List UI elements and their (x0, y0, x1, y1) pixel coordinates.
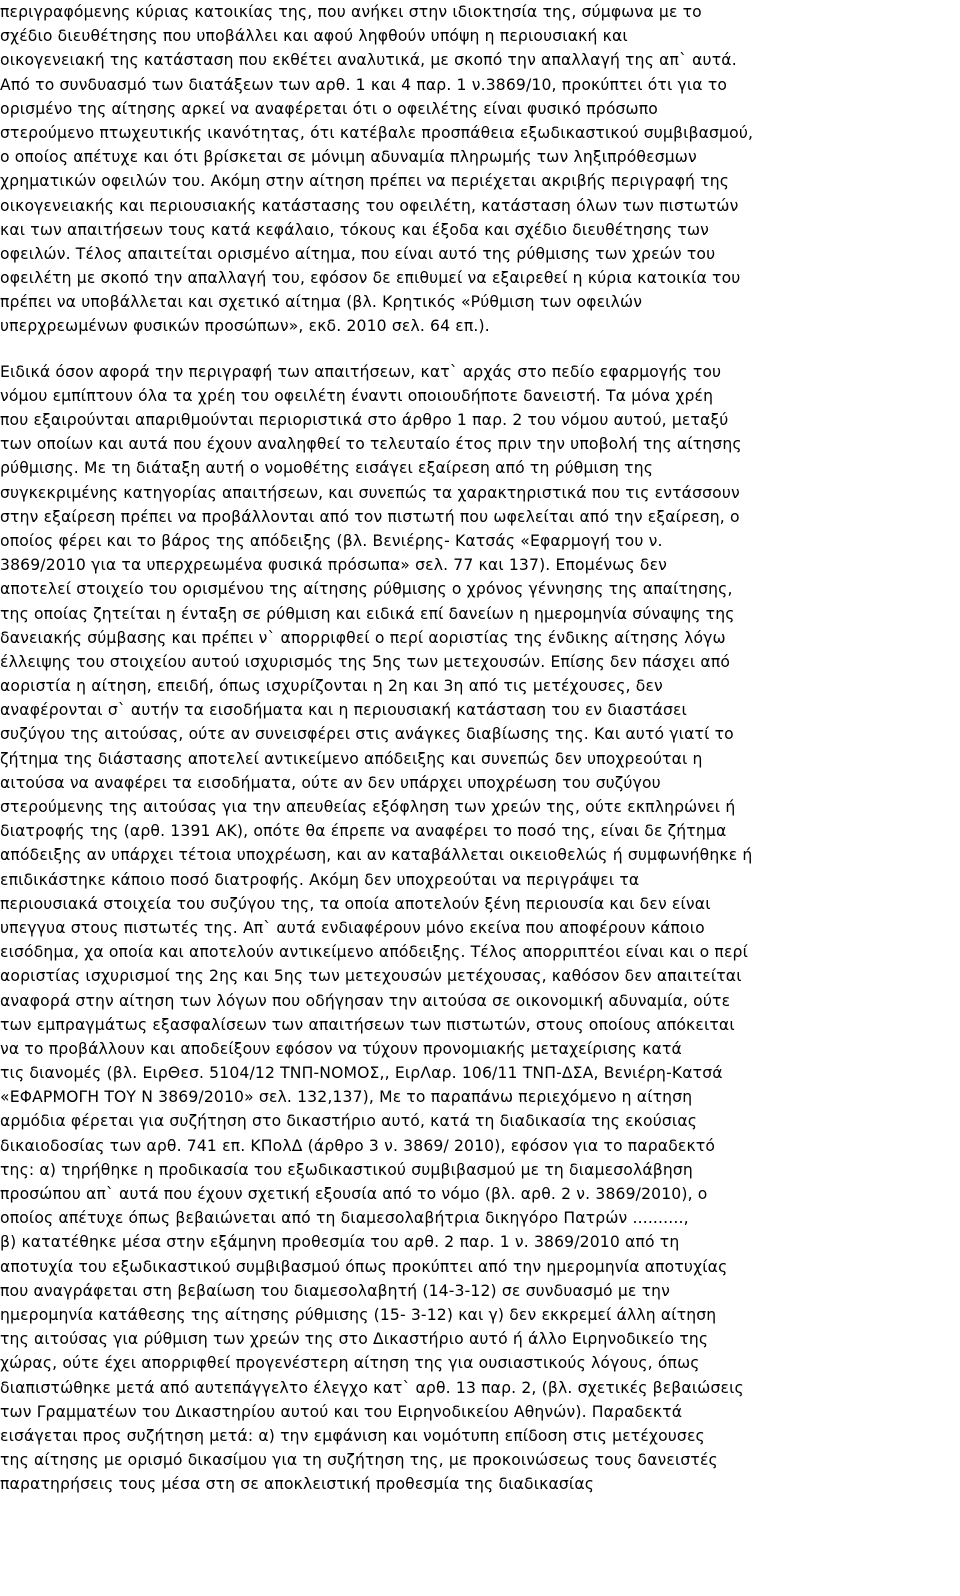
text-line: αποτελεί στοιχείο του ορισμένου της αίτησης ρύθμισης ο χρόνος γέννησης της απαίτησης, (0, 580, 733, 599)
text-line: 3869/2010 για τα υπερχρεωμένα φυσικά πρόσωπα» σελ. 77 και 137). Επομένως δεν (0, 556, 668, 575)
text-line: αιτούσα να αναφέρει τα εισοδήματα, ούτε αν δεν υπάρχει υποχρέωση του συζύγου (0, 773, 661, 792)
text-line: αναφέρονται σ` αυτήν τα εισοδήματα και η περιουσιακή κατάσταση του εν διαστάσει (0, 701, 687, 720)
text-line: διαπιστώθηκε μετά από αυτεπάγγελτο έλεγχο κατ` αρθ. 13 παρ. 2, (βλ. σχετικές βεβαιώσεις (0, 1378, 744, 1397)
text-line: αοριστίας ισχυρισμοί της 2ης και 5ης των μετεχουσών μετέχουσας, καθόσον δεν απαιτείται (0, 967, 742, 986)
text-line: β) κατατέθηκε μέσα στην εξάμηνη προθεσμία του αρθ. 2 παρ. 1 ν. 3869/2010 από τη (0, 1233, 680, 1252)
text-line: οικογενειακή της κατάσταση που εκθέτει αναλυτικά, με σκοπό την απαλλαγή της απ` αυτά. (0, 51, 737, 70)
text-line: να το προβάλλουν και αποδείξουν εφόσον να τύχουν προνομιακής μεταχείρισης κατά (0, 1039, 682, 1058)
text-line: ρύθμισης. Με τη διάταξη αυτή ο νομοθέτης εισάγει εξαίρεση από τη ρύθμιση της (0, 459, 654, 478)
text-line: «ΕΦΑΡΜΟΓΗ ΤΟΥ Ν 3869/2010» σελ. 132,137), Με το παραπάνω περιεχόμενο η αίτηση (0, 1088, 693, 1107)
text-line: οποίος απέτυχε όπως βεβαιώνεται από τη διαμεσολαβήτρια δικηγόρο Πατρών .........., (0, 1209, 689, 1228)
text-line: πρέπει να υποβάλλεται και σχετικό αίτημα (βλ. Κρητικός «Ρύθμιση των οφειλών (0, 293, 643, 312)
paragraph-gap (0, 339, 950, 360)
text-line: νόμου εμπίπτουν όλα τα χρέη του οφειλέτη έναντι οποιουδήποτε δανειστή. Τα μόνα χρέη (0, 386, 714, 405)
text-line: που εξαιρούνται απαριθμούνται περιοριστικά στο άρθρο 1 παρ. 2 του νόμου αυτού, μεταξύ (0, 411, 729, 429)
text-line: διατροφής της (αρθ. 1391 ΑΚ), οπότε θα έπρεπε να αναφέρει το ποσό της, είναι δε ζήτημα (0, 822, 727, 841)
text-line: χρηματικών οφειλών του. Ακόμη στην αίτηση πρέπει να περιέχεται ακριβής περιγραφή της (0, 172, 730, 191)
text-line: δικαιοδοσίας των αρθ. 741 επ. ΚΠολΔ (άρθρο 3 ν. 3869/ 2010), εφόσον για το παραδεκτό (0, 1136, 716, 1155)
text-line: στην εξαίρεση πρέπει να προβάλλονται από τον πιστωτή που ωφελείται από την εξαίρεση, ο (0, 507, 740, 526)
text-line: ορισμένο της αίτησης αρκεί να αναφέρεται ότι ο οφειλέτης είναι φυσικό πρόσωπο (0, 99, 658, 118)
text-line: απόδειξης αν υπάρχει τέτοια υποχρέωση, και αν καταβάλλεται οικειοθελώς ή συμφωνήθηκε ή (0, 846, 753, 865)
text-line: της: α) τηρήθηκε η προδικασία του εξωδικαστικού συμβιβασμού με τη διαμεσολάβηση (0, 1160, 693, 1179)
text-line: επιδικάστηκε κάποιο ποσό διατροφής. Ακόμη δεν υποχρεούται να περιγράψει τα (0, 870, 640, 889)
text-line: τις διανομές (βλ. ΕιρΘεσ. 5104/12 ΤΝΠ-ΝΟΜΟΣ,, ΕιρΛαρ. 106/11 ΤΝΠ-ΔΣΑ, Βενιέρη-Κατσά (0, 1064, 723, 1083)
text-line: Από το συνδυασμό των διατάξεων των αρθ. 1 και 4 παρ. 1 ν.3869/10, προκύπτει ότι για το (0, 75, 728, 94)
text-line: εισόδημα, χα οποία και αποτελούν αντικείμενο απόδειξης. Τέλος απορριπτέοι είναι και ο περί (0, 943, 748, 962)
text-line: παρατηρήσεις τους μέσα στη σε αποκλειστική προθεσμία της διαδικασίας (0, 1475, 595, 1494)
text-line: οικογενειακής και περιουσιακής κατάστασης του οφειλέτη, κατάσταση όλων των πιστωτών (0, 196, 739, 215)
text-line: ζήτημα της διάστασης αποτελεί αντικείμενο απόδειξης και συνεπώς δεν υποχρεούται η (0, 749, 703, 768)
text-line: περιουσιακά στοιχεία του συζύγου της, τα οποία αποτελούν ξένη περιουσία και δεν είναι (0, 894, 711, 913)
text-line: σχέδιο διευθέτησης που υποβάλλει και αφού ληφθούν υπόψη η περιουσιακή και (0, 27, 628, 46)
text-line: χώρας, ούτε έχει απορριφθεί προγενέστερη αίτηση της για ουσιαστικούς λόγους, όπως (0, 1354, 700, 1373)
text-line: προσώπου απ` αυτά που έχουν σχετική εξουσία από το νόμο (βλ. αρθ. 2 ν. 3869/2010), ο (0, 1185, 708, 1203)
text-line: συζύγου της αιτούσας, ούτε αν συνεισφέρει στις ανάγκες διαβίωσης της. Και αυτό γιατί το (0, 725, 734, 744)
text-line: της οποίας ζητείται η ένταξη σε ρύθμιση και ειδικά επί δανείων η ημερομηνία σύναψης της (0, 604, 735, 623)
text-line: αρμόδια φέρεται για συζήτηση στο δικαστήριο αυτό, κατά τη διαδικασία της εκούσιας (0, 1112, 698, 1131)
text-line: στερούμενης της αιτούσας για την απευθείας εξόφληση των χρεών της, ούτε εκπληρώνει ή (0, 798, 736, 816)
text-line: περιγραφόμενης κύριας κατοικίας της, που ανήκει στην ιδιοκτησία της, σύμφωνα με το (0, 3, 702, 21)
text-line: αοριστία η αίτηση, επειδή, όπως ισχυρίζονται η 2η και 3η από τις μετέχουσες, δεν (0, 677, 663, 696)
text-line: των Γραμματέων του Δικαστηρίου αυτού και του Ειρηνοδικείου Αθηνών). Παραδεκτά (0, 1402, 683, 1421)
text-line: της αίτησης με ορισμό δικασίμου για τη συζήτηση της, με προκοινώσεως τους δανειστές (0, 1451, 718, 1470)
text-line: και των απαιτήσεων τους κατά κεφάλαιο, τόκους και έξοδα και σχέδιο διευθέτησης των (0, 220, 710, 239)
text-line: στερούμενο πτωχευτικής ικανότητας, ότι κατέβαλε προσπάθεια εξωδικαστικού συμβιβασμού, (0, 123, 754, 142)
text-line: ημερομηνία κατάθεσης της αίτησης ρύθμισης (15- 3-12) και γ) δεν εκκρεμεί άλλη αίτηση (0, 1305, 717, 1324)
paragraph-1 (0, 0, 950, 339)
text-line: των εμπραγμάτως εξασφαλίσεων των απαιτήσεων των πιστωτών, στους οποίους απόκειται (0, 1015, 735, 1034)
text-line: Ειδικά όσον αφορά την περιγραφή των απαιτήσεων, κατ` αρχάς στο πεδίο εφαρμογής του (0, 362, 722, 381)
text-line: οφειλέτη με σκοπό την απαλλαγή του, εφόσον δε επιθυμεί να εξαιρεθεί η κύρια κατοικία του (0, 269, 741, 288)
text-line: οποίος φέρει και το βάρος της απόδειξης (βλ. Βενιέρης- Κατσάς «Εφαρμογή του ν. (0, 531, 663, 550)
text-line: οφειλών. Τέλος απαιτείται ορισμένο αίτημα, που είναι αυτό της ρύθμισης των χρεών του (0, 244, 716, 263)
text-line: υπερχρεωμένων φυσικών προσώπων», εκδ. 2010 σελ. 64 επ.). (0, 317, 490, 336)
text-line: ο οποίος απέτυχε και ότι βρίσκεται σε μόνιμη αδυναμία πληρωμής των ληξιπρόθεσμων (0, 148, 697, 167)
text-line: των οποίων και αυτά που έχουν αναληφθεί το τελευταίο έτος πριν την υποβολή της αίτησης (0, 435, 742, 454)
text-line: της αιτούσας για ρύθμιση των χρεών της στο Δικαστήριο αυτό ή άλλο Ειρηνοδικείο της (0, 1330, 709, 1349)
text-line: αποτυχία του εξωδικαστικού συμβιβασμού όπως προκύπτει από την ημερομηνία αποτυχίας (0, 1257, 728, 1276)
text-line: δανειακής σύμβασης και πρέπει ν` απορριφθεί ο περί αοριστίας της ένδικης αίτησης λόγω (0, 628, 726, 647)
text-line: εισάγεται προς συζήτηση μετά: α) την εμφάνιση και νομότυπη επίδοση στις μετέχουσες (0, 1426, 705, 1445)
text-line: έλλειψης του στοιχείου αυτού ισχυρισμός της 5ης των μετεχουσών. Επίσης δεν πάσχει από (0, 652, 731, 671)
text-line: υπεγγυα στους πιστωτές της. Απ` αυτά ενδιαφέρουν μόνο εκείνα που αποφέρουν κάποιο (0, 918, 705, 937)
text-line: που αναγράφεται στη βεβαίωση του διαμεσολαβητή (14-3-12) σε συνδυασμό με την (0, 1281, 671, 1300)
text-line: συγκεκριμένης κατηγορίας απαιτήσεων, και συνεπώς τα χαρακτηριστικά που τις εντάσσουν (0, 483, 740, 502)
paragraph-2 (0, 360, 950, 1497)
text-line: αναφορά στην αίτηση των λόγων που οδήγησαν την αιτούσα σε οικονομική αδυναμία, ούτε (0, 991, 731, 1010)
